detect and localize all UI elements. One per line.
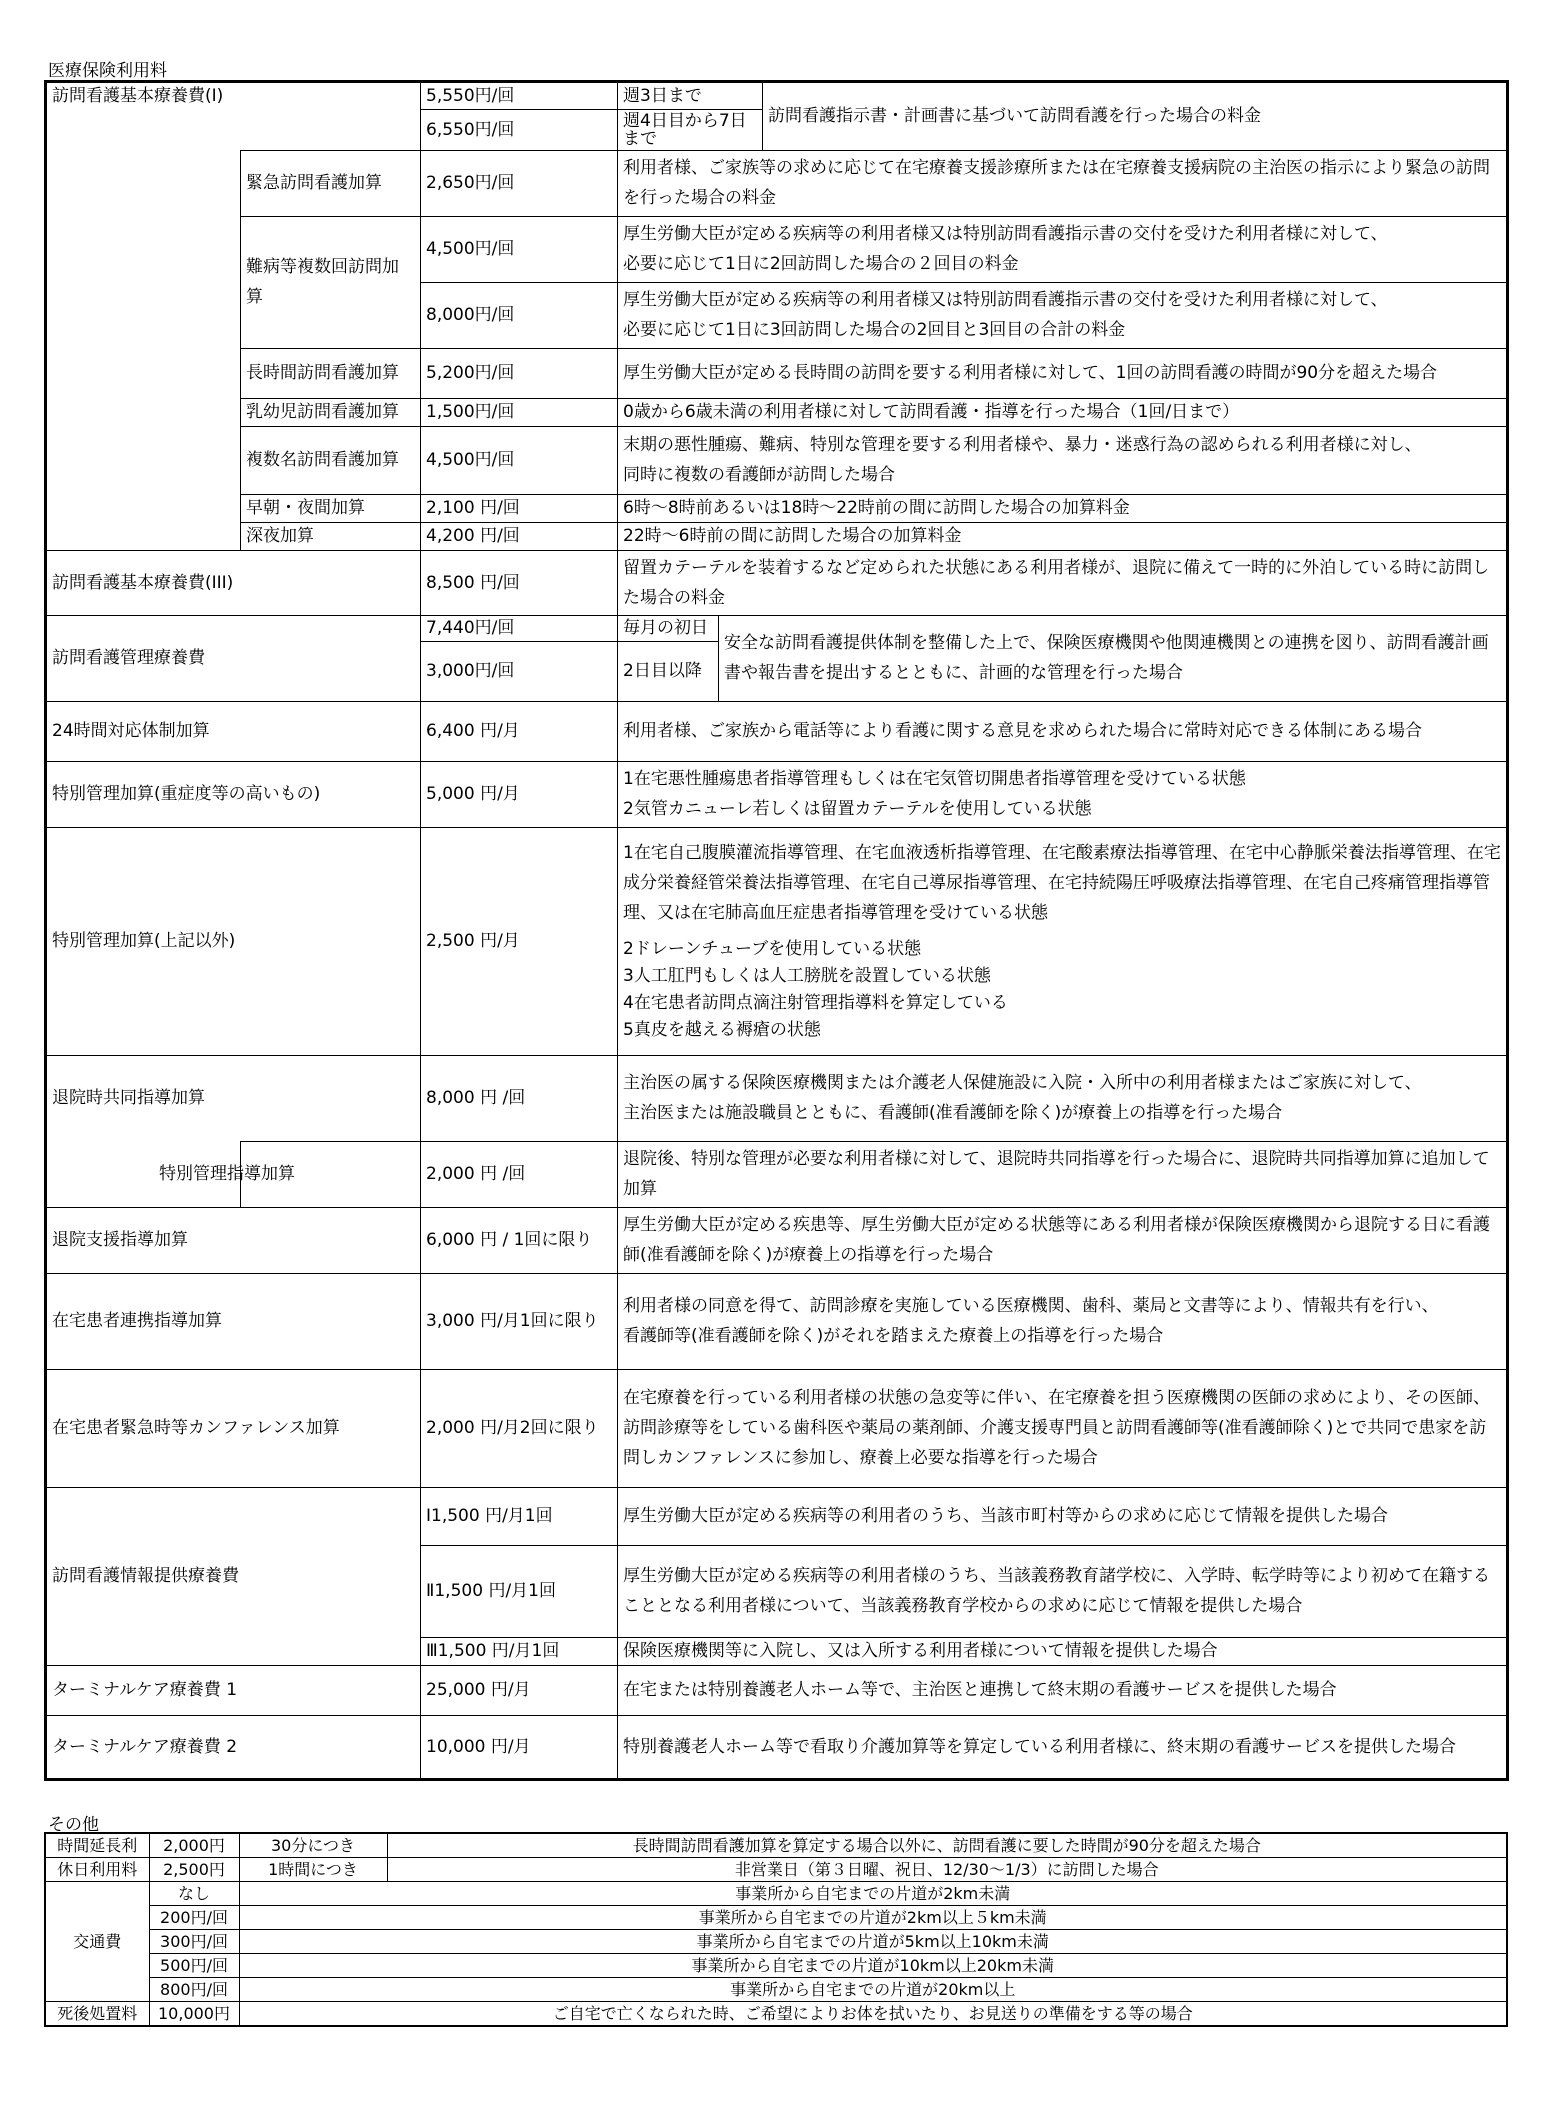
item-description: 訪問看護指示書・計画書に基づいて訪問看護を行った場合の料金: [763, 82, 1508, 151]
item-name: 時間延長利: [45, 1833, 149, 1858]
item-description: 安全な訪問看護提供体制を整備した上で、保険医療機関や他関連機関との連携を図り、訪問看護計画書や報告書を提出するとともに、計画的な管理を行った場合: [719, 615, 1508, 701]
item-price: 10,000 円/月: [421, 1715, 618, 1779]
table-row: [46, 761, 1508, 827]
item-price: Ⅲ1,500 円/月1回: [421, 1637, 618, 1665]
blank-cell: [46, 282, 241, 348]
table-row: [46, 550, 1508, 615]
medical-section-title: 医療保険利用料: [48, 61, 167, 81]
item-description: [618, 216, 1508, 282]
item-price: 6,550円/回: [421, 109, 618, 150]
item-unit: 1時間につき: [239, 1858, 387, 1882]
item-description: 在宅または特別養護老人ホーム等で、主治医と連携して終末期の看護サービスを提供した場合: [618, 1665, 1508, 1715]
item-name: 死後処置料: [45, 2002, 149, 2027]
description-line: 看護師等(准看護師を除く)がそれを踏まえた療養上の指導を行った場合: [623, 1326, 1164, 1346]
blank-cell: [46, 522, 241, 550]
item-description: 事業所から自宅までの片道が2km未満: [239, 1882, 1507, 1906]
other-fee-table: [44, 1832, 1508, 2027]
item-price: 2,000 円 /回: [421, 1141, 618, 1207]
item-condition: 週4日目から7日まで: [618, 109, 763, 150]
spacer: [623, 928, 1501, 936]
item-description: 事業所から自宅までの片道が5km以上10km未満: [239, 1930, 1507, 1954]
blank-cell: [46, 494, 241, 522]
item-name: ターミナルケア療養費 1: [46, 1665, 421, 1715]
table-row: [46, 1487, 1508, 1545]
item-price: 2,500 円/月: [421, 827, 618, 1055]
item-name: 訪問看護情報提供療養費: [46, 1487, 421, 1665]
item-description: [618, 1055, 1508, 1141]
item-name: 退院支援指導加算: [46, 1207, 421, 1273]
item-name: 難病等複数回訪問加算: [241, 216, 421, 348]
item-condition: 2日目以降: [618, 641, 719, 701]
item-description: 在宅療養を行っている利用者様の状態の急変等に伴い、在宅療養を担う医療機関の医師の求めにより、その医師、訪問診療等をしている歯科医や薬局の薬剤師、介護支援専門員と訪問看護師等(准看護師除く)とで共同で患家を訪問しカンファレンスに参加し、療養上必要な指導を行った場合: [618, 1369, 1508, 1487]
blank-cell: [46, 109, 421, 150]
item-price: 200円/回: [149, 1906, 239, 1930]
table-row: [46, 1207, 1508, 1273]
description-line: 2気管カニューレ若しくは留置カテーテルを使用している状態: [623, 799, 1092, 819]
item-name: 退院時共同指導加算: [46, 1055, 421, 1141]
table-row: [45, 1954, 1507, 1978]
table-row: [45, 2002, 1507, 2027]
item-name: 複数名訪問看護加算: [241, 426, 421, 494]
table-row: [45, 1882, 1507, 1906]
description-line: 1在宅悪性腫瘍患者指導管理もしくは在宅気管切開患者指導管理を受けている状態: [623, 769, 1246, 789]
table-row: [46, 494, 1508, 522]
medical-fee-table: [44, 80, 1509, 1781]
item-description: 保険医療機関等に入院し、又は入所する利用者様について情報を提供した場合: [618, 1637, 1508, 1665]
item-price: 8,000 円 /回: [421, 1055, 618, 1141]
item-description: 厚生労働大臣が定める疾病等の利用者様のうち、当該義務教育諸学校に、入学時、転学時等により初めて在籍することとなる利用者様について、当該義務教育学校からの求めに応じて情報を提供した場合: [618, 1545, 1508, 1637]
item-name: 在宅患者緊急時等カンファレンス加算: [46, 1369, 421, 1487]
table-row: [46, 1055, 1508, 1141]
item-price: 2,000 円/月2回に限り: [421, 1369, 618, 1487]
item-price: 500円/回: [149, 1954, 239, 1978]
item-name: 特別管理指導加算: [159, 1141, 339, 1207]
item-price: 4,500円/回: [421, 426, 618, 494]
item-price: 2,100 円/回: [421, 494, 618, 522]
other-section-title: その他: [48, 1815, 99, 1835]
table-row: [46, 1273, 1508, 1369]
item-name: 在宅患者連携指導加算: [46, 1273, 421, 1369]
description-line: 厚生労働大臣が定める疾病等の利用者様又は特別訪問看護指示書の交付を受けた利用者様に対して、: [623, 290, 1388, 310]
item-description: 留置カテーテルを装着するなど定められた状態にある利用者様が、退院に備えて一時的に外泊している時に訪問した場合の料金: [618, 550, 1508, 615]
item-name: 訪問看護基本療養費(III): [46, 550, 421, 615]
item-price: 6,000 円 / 1回に限り: [421, 1207, 618, 1273]
item-description: 利用者様、ご家族から電話等により看護に関する意見を求められた場合に常時対応できる体制にある場合: [618, 701, 1508, 761]
item-name: ターミナルケア療養費 2: [46, 1715, 421, 1779]
item-name: 24時間対応体制加算: [46, 701, 421, 761]
item-price: 5,000 円/月: [421, 761, 618, 827]
table-row: [45, 1978, 1507, 2002]
blank-cell: [46, 426, 241, 494]
item-price: 1,500円/回: [421, 398, 618, 426]
item-price: 2,650円/回: [421, 150, 618, 216]
item-description: 特別養護老人ホーム等で看取り介護加算等を算定している利用者様に、終末期の看護サービスを提供した場合: [618, 1715, 1508, 1779]
item-description: 6時～8時前あるいは18時～22時前の間に訪問した場合の加算料金: [618, 494, 1508, 522]
item-description: 0歳から6歳未満の利用者様に対して訪問看護・指導を行った場合（1回/日まで）: [618, 398, 1508, 426]
item-description: ご自宅で亡くなられた時、ご希望によりお体を拭いたり、お見送りの準備をする等の場合: [239, 2002, 1507, 2027]
item-description: 非営業日（第３日曜、祝日、12/30～1/3）に訪問した場合: [387, 1858, 1507, 1882]
table-row: [45, 1906, 1507, 1930]
item-price: 8,000円/回: [421, 282, 618, 348]
item-description: 退院後、特別な管理が必要な利用者様に対して、退院時共同指導を行った場合に、退院時共同指導加算に追加して加算: [618, 1141, 1508, 1207]
item-condition: 週3日まで: [618, 82, 763, 110]
blank-cell: [46, 216, 241, 282]
item-price: 300円/回: [149, 1930, 239, 1954]
item-price: 6,400 円/月: [421, 701, 618, 761]
item-description: 長時間訪問看護加算を算定する場合以外に、訪問看護に要した時間が90分を超えた場合: [387, 1833, 1507, 1858]
description-line: 5真皮を越える褥瘡の状態: [623, 1020, 821, 1040]
item-name: 訪問看護基本療養費(I): [46, 82, 421, 110]
blank-cell: [46, 348, 241, 398]
item-description: 22時～6時前の間に訪問した場合の加算料金: [618, 522, 1508, 550]
item-description: 利用者様、ご家族等の求めに応じて在宅療養支援診療所または在宅療養支援病院の主治医の指示により緊急の訪問を行った場合の料金: [618, 150, 1508, 216]
table-row: [46, 82, 1508, 110]
item-description: [618, 1273, 1508, 1369]
item-price: 4,500円/回: [421, 216, 618, 282]
item-name: 休日利用料: [45, 1858, 149, 1882]
blank-cell: [46, 150, 241, 216]
item-price: 2,500円: [149, 1858, 239, 1882]
item-description: 事業所から自宅までの片道が2km以上５km未満: [239, 1906, 1507, 1930]
table-row: [45, 1930, 1507, 1954]
item-name: 交通費: [45, 1882, 149, 2002]
item-description: [618, 282, 1508, 348]
description-line: 必要に応じて1日に2回訪問した場合の２回目の料金: [623, 254, 1019, 274]
item-description: [618, 426, 1508, 494]
item-price: 2,000円: [149, 1833, 239, 1858]
description-line: 同時に複数の看護師が訪問した場合: [623, 465, 895, 485]
item-name: 緊急訪問看護加算: [241, 150, 421, 216]
item-name: 深夜加算: [241, 522, 421, 550]
table-row: [46, 348, 1508, 398]
item-name: 乳幼児訪問看護加算: [241, 398, 421, 426]
item-price: 800円/回: [149, 1978, 239, 2002]
description-line: 厚生労働大臣が定める疾病等の利用者様又は特別訪問看護指示書の交付を受けた利用者様に対して、: [623, 224, 1388, 244]
blank-cell: [46, 398, 241, 426]
table-row: [45, 1858, 1507, 1882]
description-line: 利用者様の同意を得て、訪問診療を実施している医療機関、歯科、薬局と文書等により、情報共有を行い、: [623, 1296, 1439, 1316]
item-unit: 30分につき: [239, 1833, 387, 1858]
item-price: 5,200円/回: [421, 348, 618, 398]
description-line: 主治医の属する保険医療機関または介護老人保健施設に入院・入所中の利用者様またはご家族に対して、: [623, 1073, 1422, 1093]
item-price: 25,000 円/月: [421, 1665, 618, 1715]
item-price: Ⅰ1,500 円/月1回: [421, 1487, 618, 1545]
table-row: [46, 216, 1508, 282]
description-line: 主治医または施設職員とともに、看護師(准看護師を除く)が療養上の指導を行った場合: [623, 1103, 1283, 1123]
item-description: [618, 827, 1508, 1055]
item-price: 5,550円/回: [421, 82, 618, 110]
item-price: Ⅱ1,500 円/月1回: [421, 1545, 618, 1637]
item-description: 事業所から自宅までの片道が10km以上20km未満: [239, 1954, 1507, 1978]
description-line: 3人工肛門もしくは人工膀胱を設置している状態: [623, 966, 991, 986]
description-line: 4在宅患者訪問点滴注射管理指導料を算定している: [623, 993, 1008, 1013]
table-row: [46, 1665, 1508, 1715]
item-description: 厚生労働大臣が定める疾患等、厚生労働大臣が定める状態等にある利用者様が保険医療機関から退院する日に看護師(准看護師を除く)が療養上の指導を行った場合: [618, 1207, 1508, 1273]
item-description: 厚生労働大臣が定める疾病等の利用者のうち、当該市町村等からの求めに応じて情報を提供した場合: [618, 1487, 1508, 1545]
table-row: [46, 1715, 1508, 1779]
description-line: 2ドレーンチューブを使用している状態: [623, 939, 922, 959]
table-row: [46, 1141, 1508, 1207]
table-row: [46, 522, 1508, 550]
table-row: [46, 426, 1508, 494]
item-name: 特別管理加算(上記以外): [46, 827, 421, 1055]
table-row: [45, 1833, 1507, 1858]
item-price: 7,440円/回: [421, 615, 618, 641]
item-description: 厚生労働大臣が定める長時間の訪問を要する利用者様に対して、1回の訪問看護の時間が90分を超えた場合: [618, 348, 1508, 398]
table-row: [46, 398, 1508, 426]
table-row: [46, 827, 1508, 1055]
item-condition: 毎月の初日: [618, 615, 719, 641]
item-price: 8,500 円/回: [421, 550, 618, 615]
item-description: [618, 761, 1508, 827]
description-line: 1在宅自己腹膜灌流指導管理、在宅血液透析指導管理、在宅酸素療法指導管理、在宅中心静脈栄養法指導管理、在宅成分栄養経管栄養法指導管理、在宅自己導尿指導管理、在宅持続陽圧呼吸療法指導管理、在宅自己疼痛管理指導管理、又は在宅肺高血圧症患者指導管理を受けている状態: [623, 843, 1501, 923]
item-price: 3,000円/回: [421, 641, 618, 701]
item-name: 長時間訪問看護加算: [241, 348, 421, 398]
item-description: 事業所から自宅までの片道が20km以上: [239, 1978, 1507, 2002]
table-row: [46, 615, 1508, 641]
description-line: 末期の悪性腫瘍、難病、特別な管理を要する利用者様や、暴力・迷惑行為の認められる利用者様に対し、: [623, 435, 1422, 455]
item-price: 4,200 円/回: [421, 522, 618, 550]
description-line: 必要に応じて1日に3回訪問した場合の2回目と3回目の合計の料金: [623, 320, 1126, 340]
item-name: 早朝・夜間加算: [241, 494, 421, 522]
item-price: 10,000円: [149, 2002, 239, 2027]
table-row: [46, 150, 1508, 216]
table-row: [46, 701, 1508, 761]
table-row: [46, 1369, 1508, 1487]
item-price: 3,000 円/月1回に限り: [421, 1273, 618, 1369]
item-price: なし: [149, 1882, 239, 1906]
item-name: 特別管理加算(重症度等の高いもの): [46, 761, 421, 827]
item-name: 訪問看護管理療養費: [46, 615, 421, 701]
